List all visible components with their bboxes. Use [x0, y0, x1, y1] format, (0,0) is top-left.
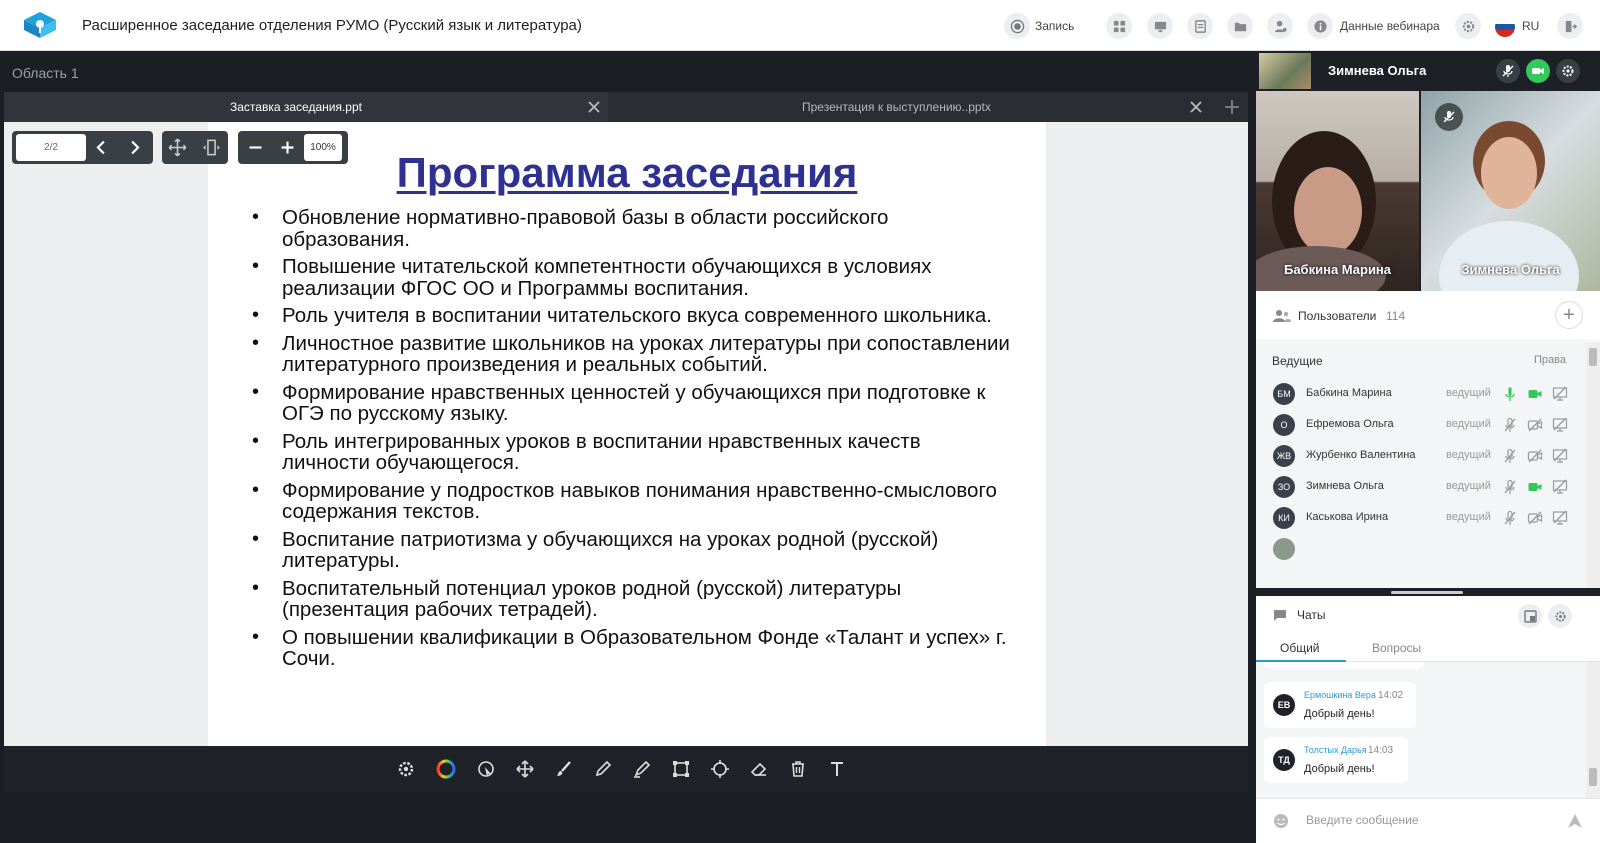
slide-title: Программа заседания	[396, 149, 858, 196]
color-picker-icon[interactable]	[434, 757, 458, 781]
gear-icon	[1554, 610, 1567, 623]
presentation-viewer	[4, 122, 1248, 746]
screen-share-off-icon[interactable]	[1552, 386, 1568, 402]
camera-off-icon[interactable]	[1527, 417, 1543, 433]
message-text: Добрый день!	[1304, 763, 1375, 775]
pencil-icon[interactable]	[591, 757, 615, 781]
avatar: ЕВ	[1273, 694, 1295, 716]
chat-message	[1264, 682, 1416, 728]
zoom-controls	[238, 131, 348, 164]
zoom-in-icon[interactable]	[278, 138, 297, 157]
files-button[interactable]	[1227, 13, 1253, 39]
video-name: Зимнева Ольга	[1461, 262, 1560, 277]
video-tile[interactable]	[1421, 91, 1600, 291]
user-name: Ефремова Ольга	[1306, 418, 1394, 430]
screen-share-off-icon[interactable]	[1552, 510, 1568, 526]
russia-flag-icon[interactable]	[1495, 17, 1515, 37]
screen-share-off-icon[interactable]	[1552, 417, 1568, 433]
camera-icon	[1531, 64, 1545, 78]
eraser-icon[interactable]	[747, 757, 771, 781]
mic-off-icon[interactable]	[1502, 510, 1518, 526]
fit-controls	[162, 131, 228, 164]
bullet-item: • Воспитание патриотизма у обучающихся на уроках родной (русской) литературы.	[252, 529, 1012, 572]
chat-icon	[1273, 609, 1287, 622]
avatar: КИ	[1273, 507, 1295, 529]
users-label: Пользователи	[1298, 309, 1377, 323]
self-avatar	[1259, 53, 1311, 89]
message-time: 14:02	[1378, 690, 1404, 701]
close-icon[interactable]	[586, 99, 602, 115]
user-role: ведущий	[1446, 511, 1491, 523]
bullet-item: • Формирование нравственных ценностей у обучающихся при подготовке к ОГЭ по русскому языку.	[252, 382, 1012, 425]
message-text: Добрый день!	[1304, 708, 1375, 720]
settings-button[interactable]	[1455, 13, 1481, 39]
message-author[interactable]: Толстых Дарья	[1304, 745, 1367, 755]
zoom-level-input[interactable]: 100%	[304, 134, 342, 161]
brush-icon[interactable]	[552, 757, 576, 781]
fit-page-icon[interactable]	[168, 138, 187, 157]
user-row[interactable]	[1256, 440, 1586, 472]
bullet-item: • Воспитательный потенциал уроков родной (русской) литературы (презентация рабочих тетрадей).	[252, 578, 1012, 621]
tab-presentation-1[interactable]	[4, 92, 608, 122]
mic-off-icon	[1501, 64, 1515, 78]
chats-header	[1256, 596, 1600, 634]
bullet-item: • Повышение читательской компетентности обучающихся в условиях реализации ФГОС ОО и Программы воспитания.	[252, 256, 1012, 299]
language-label[interactable]: RU	[1522, 19, 1540, 33]
shape-icon[interactable]	[669, 757, 693, 781]
mic-off-icon[interactable]	[1502, 448, 1518, 464]
exit-icon	[1563, 19, 1578, 34]
gear-icon	[1561, 64, 1575, 78]
camera-on-icon[interactable]	[1527, 479, 1543, 495]
move-icon[interactable]	[513, 757, 537, 781]
send-icon[interactable]	[1566, 812, 1584, 830]
tab-general[interactable]: Общий	[1280, 641, 1320, 655]
user-role: ведущий	[1446, 418, 1491, 430]
video-name: Бабкина Марина	[1283, 262, 1392, 277]
participants-button[interactable]	[1267, 13, 1293, 39]
user-role: ведущий	[1446, 449, 1491, 461]
chat-scrollbar[interactable]	[1586, 662, 1600, 798]
users-list	[1256, 342, 1586, 588]
document-icon	[1193, 19, 1208, 34]
user-name: Зимнева Ольга	[1306, 480, 1384, 492]
chat-messages	[1256, 662, 1586, 798]
zoom-out-icon[interactable]	[246, 138, 265, 157]
drawing-toolbar	[4, 746, 1248, 792]
panel-resize-handle[interactable]	[1256, 588, 1600, 596]
grid-icon	[1112, 19, 1127, 34]
previous-message	[1264, 662, 1424, 669]
camera-off-icon[interactable]	[1527, 510, 1543, 526]
pointer-icon[interactable]	[474, 757, 498, 781]
circle-icon[interactable]	[708, 757, 732, 781]
video-tile[interactable]	[1256, 91, 1419, 291]
message-placeholder: Введите сообщение	[1306, 813, 1419, 827]
emoji-icon[interactable]	[1273, 813, 1289, 829]
close-icon[interactable]	[1188, 99, 1204, 115]
participant-video	[1256, 91, 1419, 291]
mic-off-icon[interactable]	[1502, 417, 1518, 433]
bullet-item: • Роль интегрированных уроков в воспитании нравственных качеств личности обучающегося.	[252, 431, 1012, 474]
chat-archive-button[interactable]	[1518, 604, 1542, 628]
message-input[interactable]	[1256, 798, 1600, 843]
tab-label: Заставка заседания.ppt	[230, 100, 362, 114]
gear-icon	[1461, 19, 1476, 34]
bullet-item: • Роль учителя в воспитании читательского вкуса современного школьника.	[252, 305, 1012, 327]
self-name: Зимнева Ольга	[1328, 63, 1427, 78]
video-settings-button[interactable]	[1556, 59, 1580, 83]
slide	[208, 122, 1046, 746]
avatar: ЖВ	[1273, 445, 1295, 467]
tab-label: Презентация к выступлению..pptx	[802, 100, 991, 114]
record-label[interactable]: Запись	[1035, 19, 1075, 33]
folder-icon	[1233, 19, 1248, 34]
users-icon	[1273, 309, 1291, 323]
monitor-icon	[1153, 19, 1168, 34]
trash-icon[interactable]	[786, 757, 810, 781]
top-bar	[0, 0, 1600, 51]
record-button[interactable]	[1004, 13, 1030, 39]
tab-presentation-2[interactable]	[610, 92, 1214, 122]
avatar: ЗО	[1273, 476, 1295, 498]
hosts-heading: Ведущие	[1272, 354, 1323, 368]
right-panel	[1256, 51, 1600, 827]
screen-share-button[interactable]	[1147, 13, 1173, 39]
info-icon	[1313, 19, 1328, 34]
record-icon	[1010, 19, 1025, 34]
bullet-item: • Формирование у подростков навыков понимания нравственно-смыслового содержания текстов.	[252, 480, 1012, 523]
slide-bullets	[252, 207, 1012, 676]
chat-settings-button[interactable]	[1548, 604, 1572, 628]
page-navigation	[12, 131, 153, 164]
archive-icon	[1524, 610, 1537, 623]
prev-page-icon[interactable]	[92, 138, 111, 157]
tab-questions[interactable]: Вопросы	[1372, 641, 1422, 655]
user-settings-icon	[1273, 19, 1288, 34]
mic-on-icon[interactable]	[1502, 386, 1518, 402]
notes-button[interactable]	[1187, 13, 1213, 39]
chat-message	[1264, 737, 1408, 783]
bullet-item: • О повышении квалификации в Образовательном Фонде «Талант и успех» г. Сочи.	[252, 627, 1012, 670]
exit-button[interactable]	[1557, 13, 1583, 39]
user-row[interactable]	[1256, 378, 1586, 410]
self-header	[1256, 51, 1600, 91]
mic-toggle-button[interactable]	[1496, 59, 1520, 83]
camera-on-icon[interactable]	[1527, 386, 1543, 402]
area-label: Область 1	[12, 65, 79, 81]
video-grid	[1256, 91, 1600, 291]
user-row[interactable]	[1256, 409, 1586, 441]
mic-off-icon[interactable]	[1502, 479, 1518, 495]
avatar: ТД	[1273, 749, 1295, 771]
bullet-item: • Личностное развитие школьников на уроках литературы при сопоставлении литературного произведения и реальных событий.	[252, 333, 1012, 376]
rights-heading[interactable]: Права	[1534, 354, 1566, 366]
add-user-button[interactable]: +	[1555, 301, 1583, 329]
user-role: ведущий	[1446, 480, 1491, 492]
webinar-data-button[interactable]	[1307, 13, 1333, 39]
avatar	[1273, 538, 1295, 560]
add-tab-icon[interactable]	[1223, 98, 1241, 116]
avatar: БМ	[1273, 383, 1295, 405]
screen-share-off-icon[interactable]	[1552, 448, 1568, 464]
webinar-data-label[interactable]: Данные вебинара	[1340, 19, 1440, 33]
user-name: Бабкина Марина	[1306, 387, 1392, 399]
message-time: 14:03	[1368, 745, 1394, 756]
chats-label: Чаты	[1297, 608, 1326, 622]
layout-button[interactable]	[1106, 13, 1132, 39]
fit-width-icon[interactable]	[202, 138, 221, 157]
user-name: Каськова Ирина	[1306, 511, 1389, 523]
screen-share-off-icon[interactable]	[1552, 479, 1568, 495]
users-scrollbar[interactable]	[1586, 342, 1600, 588]
settings-icon[interactable]	[394, 757, 418, 781]
user-role: ведущий	[1446, 387, 1491, 399]
users-count: 114	[1386, 309, 1406, 323]
text-icon[interactable]	[825, 757, 849, 781]
next-page-icon[interactable]	[125, 138, 144, 157]
camera-off-icon[interactable]	[1527, 448, 1543, 464]
user-row[interactable]	[1256, 533, 1586, 565]
page-indicator-input[interactable]: 2/2	[16, 134, 86, 161]
marker-icon[interactable]	[630, 757, 654, 781]
app-logo-icon[interactable]	[22, 10, 58, 40]
chat-tabs	[1256, 634, 1600, 662]
users-header	[1256, 291, 1600, 341]
bullet-item: • Обновление нормативно-правовой базы в области российского образования.	[252, 207, 1012, 250]
user-row[interactable]	[1256, 471, 1586, 503]
mic-off-icon	[1435, 103, 1463, 131]
camera-toggle-button[interactable]	[1526, 59, 1550, 83]
avatar: О	[1273, 414, 1295, 436]
message-author[interactable]: Ермошкина Вера	[1304, 690, 1376, 700]
webinar-title: Расширенное заседание отделения РУМО (Русский язык и литература)	[82, 17, 582, 34]
document-tabs	[4, 92, 1248, 122]
user-name: Журбенко Валентина	[1306, 449, 1416, 461]
user-row[interactable]	[1256, 502, 1586, 534]
